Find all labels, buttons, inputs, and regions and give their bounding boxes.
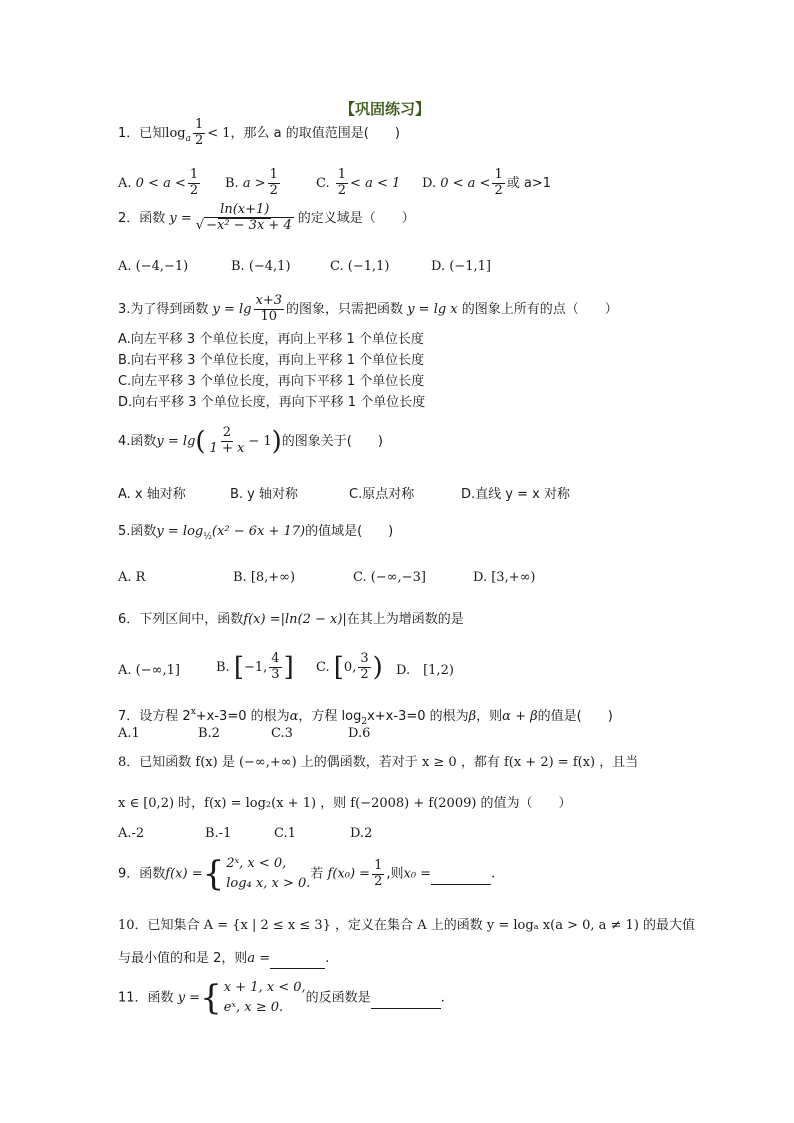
q6-option-c: C. [0, $\frac{3}{2}$ ) <box>316 651 383 683</box>
answer-blank <box>270 950 325 969</box>
section-title: 【巩固练习】 <box>340 100 431 118</box>
q4-option-a: A. x 轴对称 <box>118 487 186 502</box>
q6-option-b: B. [−1, $\frac{4}{3}$ ] <box>216 651 294 683</box>
question-6: 6．下列区间中，函数f(x) =|ln(2 − x)|在其上为增函数的是 <box>118 612 464 627</box>
question-8-line-2: x ∈ [0,2) 时，f(x) = log₂(x + 1) ，则 f(−2008) + f(2009) 的值为（ ） <box>118 796 572 811</box>
q2-option-b: B. (−4,1) <box>231 259 291 274</box>
q3-option-a: A.向左平移 3 个单位长度，再向上平移 1 个单位长度 <box>118 332 424 347</box>
q1-option-c: C. $\frac{1}{2}$ < a < 1 <box>316 167 401 198</box>
question-1: 1．已知$\log_a$ $\frac{1}{2}$ < 1，那么 a 的取值范围是( ) <box>118 117 400 148</box>
q8-option-c: C.1 <box>274 826 296 841</box>
question-3: 3.为了得到函数 y = lg $\frac{x+3}{10}$ 的图象，只需把函数 y = lg x 的图象上所有的点（ ） <box>118 293 618 324</box>
q7-option-d: D.6 <box>348 726 371 741</box>
q6-option-d: D. [1,2) <box>396 663 454 678</box>
q2-option-a: A. (−4,−1) <box>118 259 189 274</box>
q4-option-d: D.直线 y = x 对称 <box>461 487 570 502</box>
answer-blank <box>371 990 441 1009</box>
q1-option-b: B. a > $\frac{1}{2}$ <box>225 167 278 198</box>
question-2: 2．函数 y = $\frac{\ln(x+1)}{\text{√ −x² − 3x + 4}}$ 的定义域是（ ） <box>118 202 415 233</box>
q5-option-a: A. R <box>118 570 146 585</box>
q8-option-a: A.-2 <box>118 826 145 841</box>
q7-option-c: C.3 <box>271 726 293 741</box>
q5-option-b: B. [8,+∞) <box>233 570 296 585</box>
q1-option-a: A. 0 < a < $\frac{1}{2}$ <box>118 167 199 198</box>
answer-blank <box>431 866 491 885</box>
q2-option-c: C. (−1,1) <box>330 259 390 274</box>
q4-option-b: B. y 轴对称 <box>230 487 299 502</box>
question-10-line-1: 10．已知集合 A = {x | 2 ≤ x ≤ 3} ，定义在集合 A 上的函数 y = logₐ x(a > 0, a ≠ 1) 的最大值 <box>118 918 696 933</box>
q7-option-a: A.1 <box>118 726 140 741</box>
q5-option-c: C. (−∞,−3] <box>353 570 426 585</box>
q8-option-d: D.2 <box>350 826 373 841</box>
q4-option-c: C.原点对称 <box>349 487 415 502</box>
question-8-line-1: 8．已知函数 f(x) 是 (−∞,+∞) 上的偶函数，若对于 x ≥ 0 ，都有 f(x + 2) = f(x) ，且当 <box>118 755 639 770</box>
question-10-line-2: 与最小值的和是 2，则a = . <box>118 950 329 969</box>
q5-option-d: D. [3,+∞) <box>473 570 536 585</box>
question-9: 9．函数f(x) ={ 2ˣ, x < 0, log₄ x, x > 0. 若 f(x₀) = $\frac{1}{2}$ ,则x₀ = . <box>118 854 496 894</box>
q8-option-b: B.-1 <box>205 826 232 841</box>
q3-option-b: B.向右平移 3 个单位长度，再向上平移 1 个单位长度 <box>118 353 425 368</box>
q3-option-c: C.向左平移 3 个单位长度，再向下平移 1 个单位长度 <box>118 374 425 389</box>
q7-option-b: B.2 <box>198 726 220 741</box>
question-5: 5.函数$y = \log_{\frac{1}{2}}(x^2 - 6x + 17)$的值域是( ) <box>118 524 394 542</box>
question-11: 11．函数 y ={ x + 1, x < 0, eˣ, x ≥ 0. 的反函数是 . <box>118 978 445 1018</box>
question-7: 7．设方程 $2^x+x-3=0$ 的根为α，方程 $\log_2x+x-3=0$ 的根为β，则α + β的值是( ) <box>118 707 613 727</box>
q2-option-d: D. (−1,1] <box>431 259 491 274</box>
q3-option-d: D.向右平移 3 个单位长度，再向下平移 1 个单位长度 <box>118 395 426 410</box>
q1-option-d: D. 0 < a < $\frac{1}{2}$ 或 a>1 <box>422 167 551 198</box>
q6-option-a: A. (−∞,1] <box>118 663 180 678</box>
question-4: 4.函数y = lg( $\frac{2}{1 + x}$ − 1)的图象关于( ) <box>118 425 383 457</box>
